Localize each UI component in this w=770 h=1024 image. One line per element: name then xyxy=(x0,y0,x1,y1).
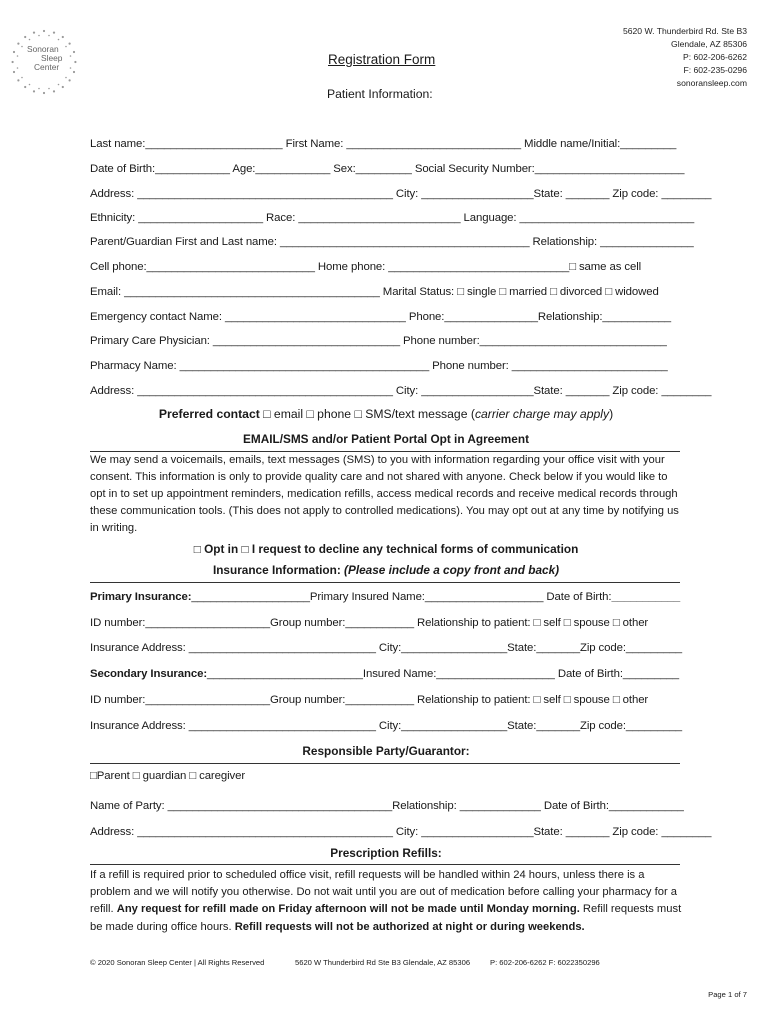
clinic-address-block xyxy=(623,25,747,90)
primary-address-line[interactable]: Insurance Address: ______________________________ City:_________________State:_______Zip code:_________ xyxy=(90,642,683,654)
optin-choice[interactable]: □ Opt in □ I request to decline any technical forms of communication xyxy=(193,542,579,556)
secondary-insurance-fields[interactable]: _________________________Insured Name:___________________ Date of Birth:_________ xyxy=(207,668,680,680)
secondary-insurance-line[interactable] xyxy=(90,667,682,681)
name-field-line[interactable]: Last name:______________________ First Name: ____________________________ Middle name/Initial:_________ xyxy=(90,138,677,150)
preferred-contact-close: ) xyxy=(609,407,614,421)
insurance-heading xyxy=(90,563,682,577)
logo-text-sonoran: Sonoran xyxy=(27,44,59,54)
email-marital-field-line[interactable]: Email: _________________________________________ Marital Status: □ single □ married □ divorced □ widowed xyxy=(90,286,659,298)
footer-phones: P: 602-206-6262 F: 6022350296 xyxy=(490,958,600,967)
divider xyxy=(90,864,680,865)
preferred-contact-row[interactable] xyxy=(90,407,682,421)
responsible-party-name-line[interactable]: Name of Party: ____________________________________Relationship: _____________ Date of Birth:____________ xyxy=(90,800,684,812)
refills-text-1: If a refill is required prior to scheduled office visit, refill requests will be handled within 24 hours, unless there is a problem and we will notify you otherwise. Do not wait until you are out of medication before calling your pharmacy for a refill. xyxy=(90,869,678,916)
divider xyxy=(90,582,680,583)
optin-paragraph: We may send a voicemails, emails, text messages (SMS) to you with information regarding your office visit with your consent. This information is only to provide quality care and not shared with anyone. Check below if you would like to opt in to set up appointment reminders, medication refills, access medical records and receive medical records through these communication tools. (This does not apply to controlled medications). You may opt out at any time by notifying us in writing. xyxy=(90,454,679,534)
insurance-heading-note: (Please include a copy front and back) xyxy=(344,563,560,577)
refills-heading: Prescription Refills: xyxy=(330,846,442,860)
emergency-contact-field-line[interactable]: Emergency contact Name: _____________________________ Phone:_______________Relationship:___________ xyxy=(90,311,672,323)
clinic-fax: F: 602-235-0296 xyxy=(683,65,747,75)
primary-id-line[interactable]: ID number:____________________Group number:___________ Relationship to patient: □ self □ spouse □ other xyxy=(90,617,649,629)
refills-paragraph xyxy=(90,867,682,936)
address-field-line[interactable]: Address: _________________________________________ City: __________________State: _______ Zip code: ________ xyxy=(90,188,712,200)
optin-heading: EMAIL/SMS and/or Patient Portal Opt in Agreement xyxy=(243,432,529,446)
footer-address: 5620 W Thunderbird Rd Ste B3 Glendale, AZ 85306 xyxy=(295,958,471,967)
preferred-contact-label: Preferred contact xyxy=(158,407,260,421)
responsible-party-address-line[interactable]: Address: _________________________________________ City: __________________State: _______ Zip code: ________ xyxy=(90,826,712,838)
footer-copyright: © 2020 Sonoran Sleep Center | All Rights Reserved xyxy=(90,958,265,967)
divider xyxy=(90,763,680,764)
primary-dob-blank[interactable]: ___________ xyxy=(611,591,681,603)
pharmacy-field-line[interactable]: Pharmacy Name: ________________________________________ Phone number: _________________________ xyxy=(90,360,668,372)
primary-insurance-label: Primary Insurance: xyxy=(90,591,192,603)
physician-field-line[interactable]: Primary Care Physician: ______________________________ Phone number:______________________________ xyxy=(90,335,667,347)
logo-text-sleep: Sleep xyxy=(41,53,63,63)
patient-info-heading: Patient Information: xyxy=(327,87,433,101)
page-title: Registration Form xyxy=(328,52,436,67)
clinic-street: 5620 W. Thunderbird Rd. Ste B3 xyxy=(622,26,747,36)
clinic-city: Glendale, AZ 85306 xyxy=(671,39,747,49)
page-number: Page 1 of 7 xyxy=(708,990,747,999)
secondary-insurance-label: Secondary Insurance: xyxy=(90,668,208,680)
pharmacy-address-field-line[interactable]: Address: _________________________________________ City: __________________State: _______ Zip code: ________ xyxy=(90,385,712,397)
ethnicity-field-line[interactable]: Ethnicity: ____________________ Race: __________________________ Language: ____________________________ xyxy=(90,212,695,224)
preferred-contact-options[interactable]: □ email □ phone □ SMS/text message ( xyxy=(263,407,475,421)
logo-text-center: Center xyxy=(34,62,60,72)
phone-field-line[interactable]: Cell phone:___________________________ Home phone: _____________________________□ same as cell xyxy=(90,261,642,273)
carrier-charge-note: carrier charge may apply xyxy=(474,407,610,421)
secondary-id-line[interactable]: ID number:____________________Group number:___________ Relationship to patient: □ self □ spouse □ other xyxy=(90,694,649,706)
refills-text-2: Refill requests must be made during office hours. xyxy=(90,903,682,933)
primary-insurance-line[interactable] xyxy=(90,590,682,604)
refills-friday-note: Any request for refill made on Friday afternoon will not be made until Monday morning. xyxy=(116,903,580,916)
responsible-party-options[interactable]: □Parent □ guardian □ caregiver xyxy=(90,770,246,782)
clinic-website: sonoransleep.com xyxy=(676,78,747,88)
secondary-address-line[interactable]: Insurance Address: ______________________________ City:_________________State:_______Zip code:_________ xyxy=(90,720,683,732)
dob-field-line[interactable]: Date of Birth:____________ Age:____________ Sex:_________ Social Security Number:________________________ xyxy=(90,163,685,175)
primary-insurance-fields[interactable]: ___________________Primary Insured Name:___________________ Date of Birth: xyxy=(191,591,612,603)
responsible-party-heading: Responsible Party/Guarantor: xyxy=(302,744,470,758)
guardian-field-line[interactable]: Parent/Guardian First and Last name: ________________________________________ Relationship: _______________ xyxy=(90,236,694,248)
insurance-heading-text: Insurance Information: xyxy=(212,563,345,577)
clinic-phone: P: 602-206-6262 xyxy=(682,52,747,62)
refills-weekend-note: Refill requests will not be authorized at night or during weekends. xyxy=(234,920,585,933)
